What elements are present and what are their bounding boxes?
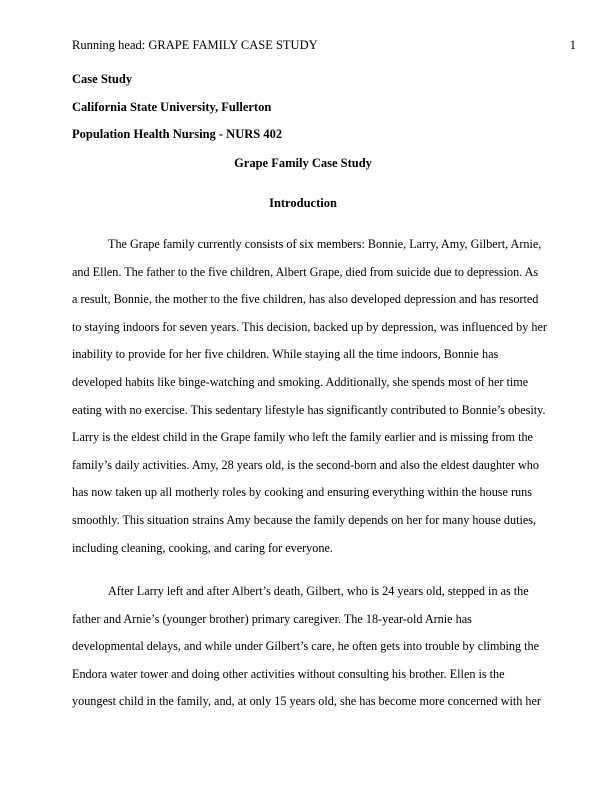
paragraph-line: inability to provide for her five children. While staying all the time indoors, Bonnie has xyxy=(72,347,499,362)
paragraph-line: youngest child in the family, and, at only 15 years old, she has become more concerned with her xyxy=(72,694,541,709)
paragraph-line: developmental delays, and while under Gilbert’s care, he often gets into trouble by climbing the xyxy=(72,639,540,654)
paragraph-line: has now taken up all motherly roles by cooking and ensuring everything within the house runs xyxy=(72,485,532,500)
paragraph-line: The Grape family currently consists of six members: Bonnie, Larry, Amy, Gilbert, Arnie, xyxy=(108,237,542,251)
paragraph-line: and Ellen. The father to the five children, Albert Grape, died from suicide due to depression. As xyxy=(72,264,539,279)
paragraph-2 xyxy=(72,578,541,716)
paragraph-line: Endora water tower and doing other activities without consulting his brother. Ellen is the xyxy=(72,666,505,681)
page-number: 1 xyxy=(569,38,576,52)
paragraph-line: father and Arnie’s (younger brother) primary caregiver. The 18-year-old Arnie has xyxy=(72,611,472,626)
document-title: Grape Family Case Study xyxy=(234,156,372,170)
paragraph-line: Larry is the eldest child in the Grape family who left the family earlier and is missing from the xyxy=(72,430,533,445)
paragraph-line: to staying indoors for seven years. This decision, backed up by depression, was influenced by her xyxy=(72,319,547,334)
title-line-case-study: Case Study xyxy=(72,72,133,86)
section-heading-introduction: Introduction xyxy=(269,196,337,210)
title-line-course: Population Health Nursing - NURS 402 xyxy=(72,127,283,141)
paragraph-line: developed habits like binge-watching and smoking. Additionally, she spends most of her time xyxy=(72,374,529,389)
running-head: Running head: GRAPE FAMILY CASE STUDY xyxy=(72,38,318,52)
paragraph-line: eating with no exercise. This sedentary lifestyle has significantly contributed to Bonnie’s obesity. xyxy=(72,402,546,417)
page-header xyxy=(72,37,576,53)
paragraph-1 xyxy=(72,231,547,562)
paragraph-line: After Larry left and after Albert’s death, Gilbert, who is 24 years old, stepped in as the xyxy=(108,584,529,598)
title-block xyxy=(72,71,542,154)
paragraph-line: family’s daily activities. Amy, 28 years old, is the second-born and also the eldest daughter who xyxy=(72,457,539,472)
paragraph-line: a result, Bonnie, the mother to the five children, has also developed depression and has resorted xyxy=(72,292,539,307)
paragraph-line: including cleaning, cooking, and caring for everyone. xyxy=(72,540,333,555)
title-line-university: California State University, Fullerton xyxy=(72,99,272,114)
paragraph-line: smoothly. This situation strains Amy because the family depends on her for many house duties, xyxy=(72,512,537,527)
